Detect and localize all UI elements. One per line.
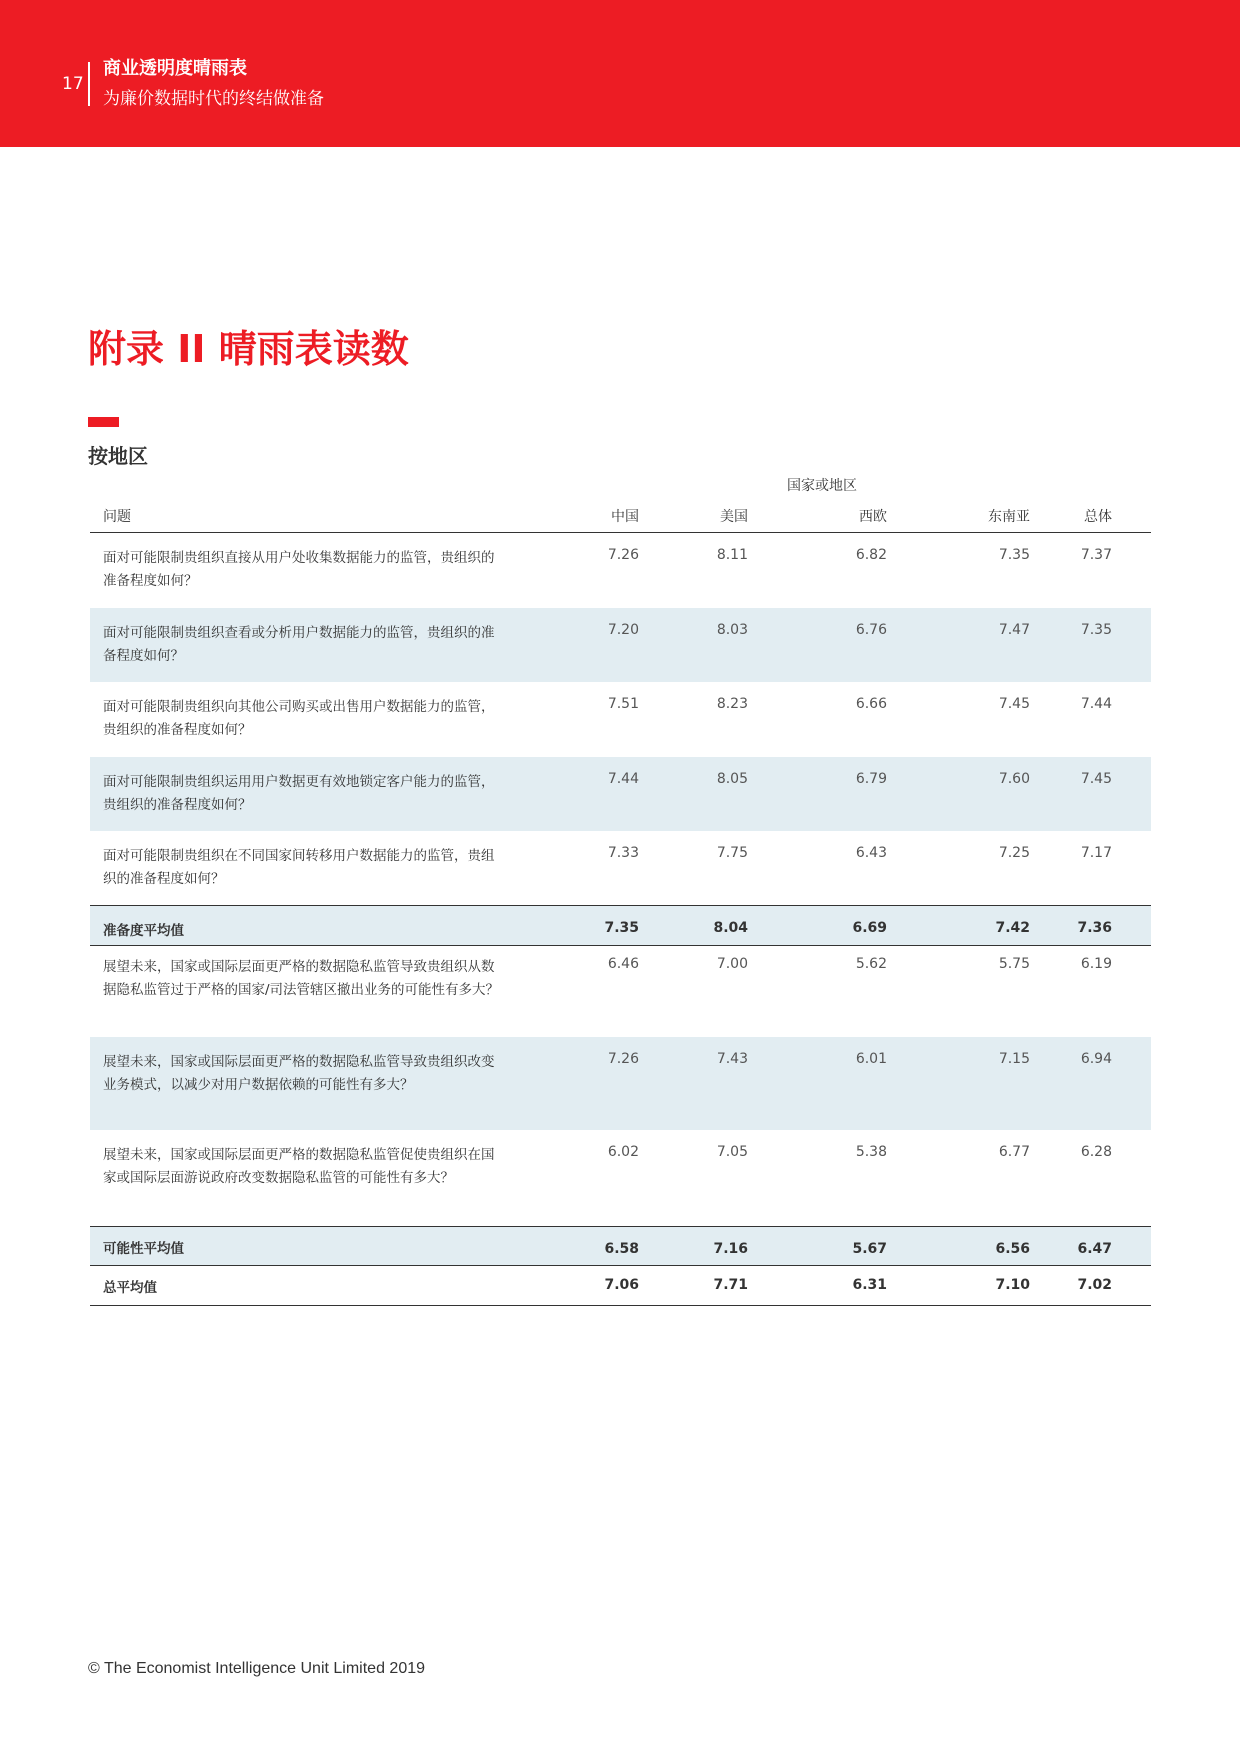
value-southeast-asia: 7.35 — [998, 547, 1030, 563]
value-southeast-asia: 7.45 — [998, 696, 1030, 712]
readings-table — [90, 500, 1151, 1306]
accent-bar — [88, 417, 119, 427]
question-cell: 面对可能限制贵组织直接从用户处收集数据能力的监管，贵组织的准备程度如何？ — [103, 550, 495, 589]
value-usa: 8.23 — [716, 696, 748, 712]
value-southeast-asia: 6.56 — [995, 1241, 1030, 1257]
value-southeast-asia: 6.77 — [998, 1144, 1030, 1160]
table-row — [90, 533, 1151, 608]
value-usa: 8.11 — [716, 547, 748, 563]
question-cell: 面对可能限制贵组织在不同国家间转移用户数据能力的监管，贵组织的准备程度如何？ — [103, 848, 495, 887]
value-western-europe: 6.76 — [855, 622, 887, 638]
value-western-europe: 6.79 — [855, 771, 887, 787]
readiness-average-row — [90, 905, 1151, 946]
value-usa: 7.75 — [716, 845, 748, 861]
value-western-europe: 6.69 — [852, 920, 887, 936]
column-header-china: 中国 — [611, 509, 639, 525]
column-header-western-europe: 西欧 — [859, 509, 887, 525]
average-label: 准备度平均值 — [103, 923, 184, 939]
column-header-question: 问题 — [103, 509, 131, 525]
value-china: 7.44 — [607, 771, 639, 787]
value-overall: 6.47 — [1077, 1241, 1112, 1257]
appendix-title: 附录 II 晴雨表读数 — [88, 327, 409, 371]
value-overall: 7.36 — [1077, 920, 1112, 936]
value-western-europe: 6.43 — [855, 845, 887, 861]
question-cell: 展望未来，国家或国际层面更严格的数据隐私监管促使贵组织在国家或国际层面游说政府改变数据隐私监管的可能性有多大？ — [103, 1147, 495, 1186]
value-southeast-asia: 7.42 — [995, 920, 1030, 936]
column-header-overall: 总体 — [1084, 509, 1112, 525]
average-label: 可能性平均值 — [103, 1241, 184, 1257]
value-china: 6.46 — [607, 956, 639, 972]
value-overall: 7.02 — [1077, 1277, 1112, 1293]
value-usa: 7.05 — [716, 1144, 748, 1160]
question-cell: 面对可能限制贵组织查看或分析用户数据能力的监管，贵组织的准备程度如何？ — [103, 625, 495, 664]
column-group-header: 国家或地区 — [787, 478, 857, 494]
value-usa: 7.71 — [713, 1277, 748, 1293]
value-usa: 7.00 — [716, 956, 748, 972]
value-china: 7.06 — [604, 1277, 639, 1293]
value-china: 7.26 — [607, 1051, 639, 1067]
column-header-southeast-asia: 东南亚 — [988, 509, 1030, 525]
value-china: 6.02 — [607, 1144, 639, 1160]
document-title: 商业透明度晴雨表 — [103, 58, 247, 79]
value-southeast-asia: 7.15 — [998, 1051, 1030, 1067]
value-southeast-asia: 7.47 — [998, 622, 1030, 638]
value-southeast-asia: 7.10 — [995, 1277, 1030, 1293]
value-overall: 7.37 — [1080, 547, 1112, 563]
column-header-usa: 美国 — [720, 509, 748, 525]
header-band — [0, 0, 1240, 147]
table-row — [90, 831, 1151, 905]
value-china: 7.35 — [604, 920, 639, 936]
question-cell: 面对可能限制贵组织向其他公司购买或出售用户数据能力的监管，贵组织的准备程度如何？ — [103, 699, 495, 738]
value-western-europe: 5.67 — [852, 1241, 887, 1257]
value-overall: 7.45 — [1080, 771, 1112, 787]
value-overall: 6.94 — [1080, 1051, 1112, 1067]
value-china: 7.33 — [607, 845, 639, 861]
question-cell: 展望未来，国家或国际层面更严格的数据隐私监管导致贵组织从数据隐私监管过于严格的国家/司法管辖区撤出业务的可能性有多大？ — [103, 959, 500, 998]
page-number: 17 — [62, 74, 84, 94]
value-overall: 6.19 — [1080, 956, 1112, 972]
value-western-europe: 6.01 — [855, 1051, 887, 1067]
document-subtitle: 为廉价数据时代的终结做准备 — [103, 89, 324, 109]
value-overall: 7.44 — [1080, 696, 1112, 712]
value-western-europe: 6.82 — [855, 547, 887, 563]
average-label: 总平均值 — [103, 1280, 157, 1296]
value-western-europe: 5.38 — [855, 1144, 887, 1160]
table-row — [90, 682, 1151, 757]
value-usa: 8.03 — [716, 622, 748, 638]
question-cell: 面对可能限制贵组织运用用户数据更有效地锁定客户能力的监管，贵组织的准备程度如何？ — [103, 774, 495, 813]
value-southeast-asia: 5.75 — [998, 956, 1030, 972]
value-western-europe: 6.66 — [855, 696, 887, 712]
table-row — [90, 757, 1151, 831]
section-title: 按地区 — [88, 444, 148, 468]
value-china: 7.20 — [607, 622, 639, 638]
value-southeast-asia: 7.25 — [998, 845, 1030, 861]
value-western-europe: 6.31 — [852, 1277, 887, 1293]
value-overall: 6.28 — [1080, 1144, 1112, 1160]
question-cell: 展望未来，国家或国际层面更严格的数据隐私监管导致贵组织改变业务模式，以减少对用户数据依赖的可能性有多大？ — [103, 1054, 495, 1093]
value-china: 7.26 — [607, 547, 639, 563]
table-row — [90, 1037, 1151, 1130]
table-row — [90, 608, 1151, 682]
value-overall: 7.17 — [1080, 845, 1112, 861]
header-divider — [88, 62, 90, 106]
table-header-row — [90, 500, 1151, 533]
value-overall: 7.35 — [1080, 622, 1112, 638]
value-usa: 8.05 — [716, 771, 748, 787]
overall-average-row — [90, 1266, 1151, 1306]
copyright-footer: © The Economist Intelligence Unit Limited 2019 — [88, 1660, 426, 1677]
value-usa: 7.16 — [713, 1241, 748, 1257]
table-row — [90, 1130, 1151, 1226]
value-usa: 8.04 — [713, 920, 748, 936]
value-usa: 7.43 — [716, 1051, 748, 1067]
value-china: 6.58 — [604, 1241, 639, 1257]
value-southeast-asia: 7.60 — [998, 771, 1030, 787]
value-western-europe: 5.62 — [855, 956, 887, 972]
likelihood-average-row — [90, 1226, 1151, 1266]
value-china: 7.51 — [607, 696, 639, 712]
table-row — [90, 946, 1151, 1037]
